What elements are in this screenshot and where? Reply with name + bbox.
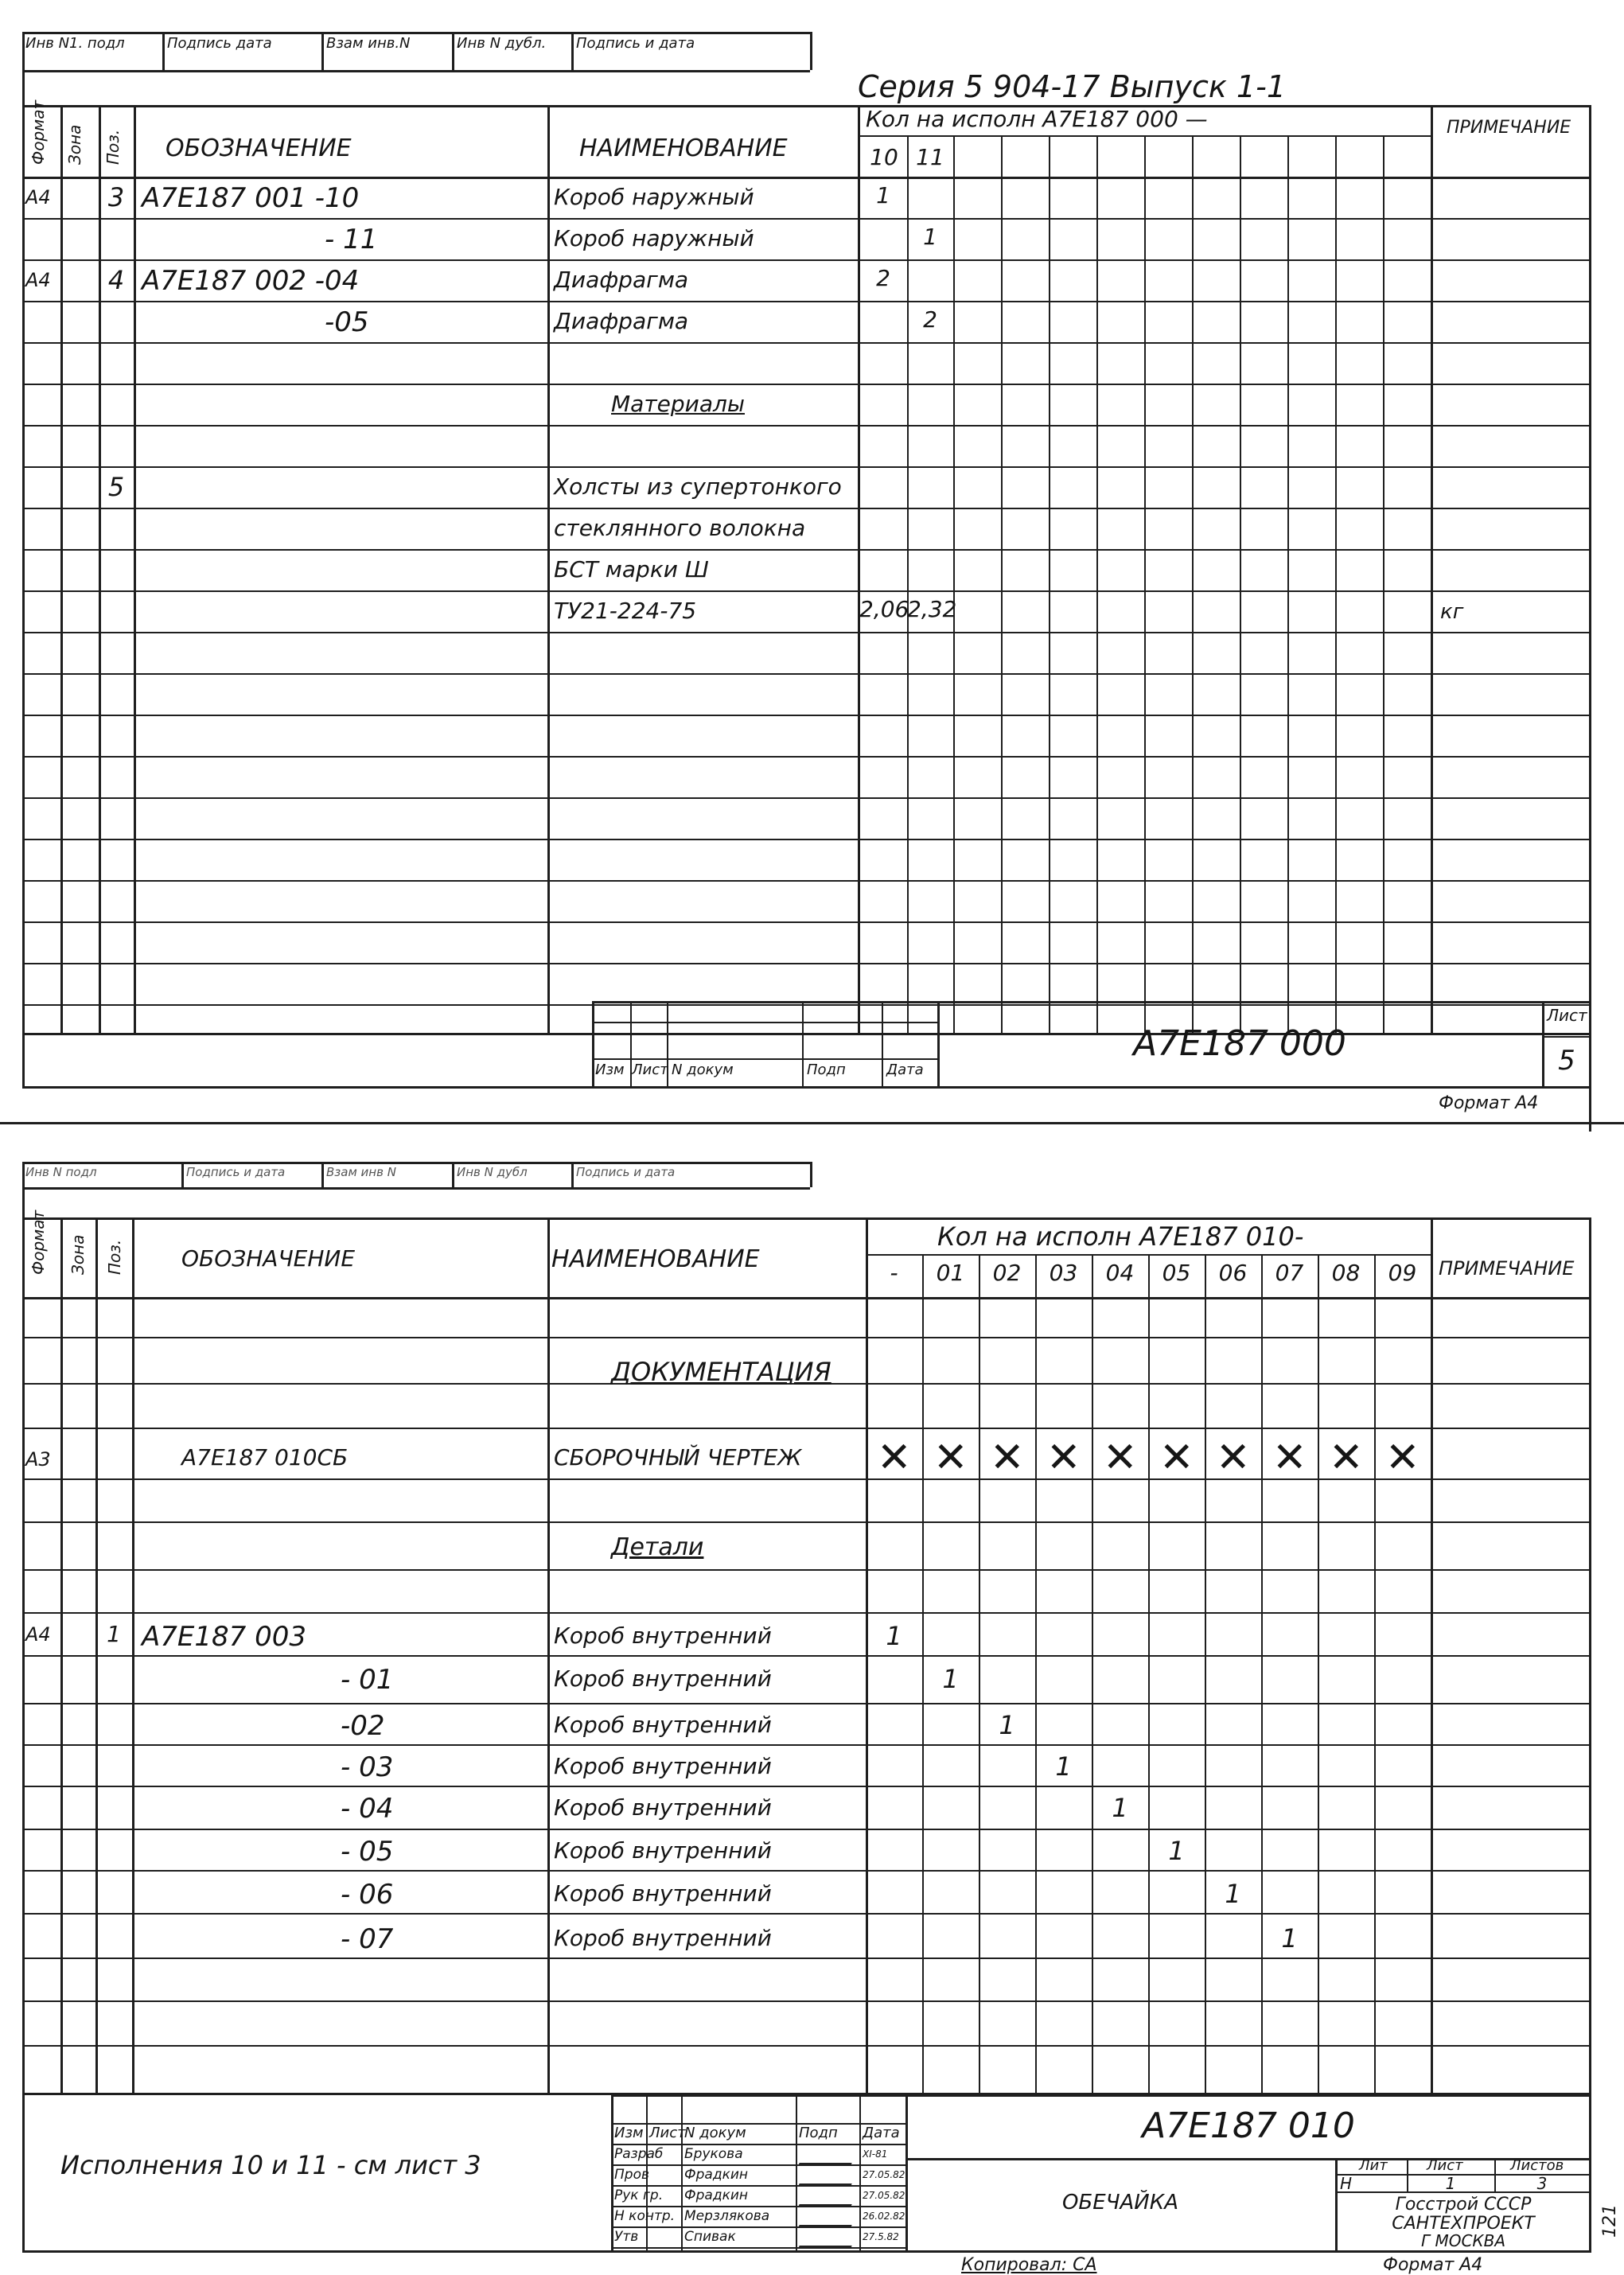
tb-col-ndokum: N докум xyxy=(672,1062,734,1078)
tb-person: Фрадкин xyxy=(684,2167,749,2183)
detail-row-name: Короб внутренний xyxy=(554,1622,772,1649)
row-line xyxy=(22,632,1591,633)
tb-line xyxy=(592,1001,594,1086)
col-pos-header: Поз. xyxy=(105,1239,124,1275)
row-line xyxy=(22,1870,1591,1872)
stamp-divider xyxy=(452,1162,454,1187)
tb-role: Рук гр. xyxy=(614,2187,664,2203)
grid-col-line xyxy=(1035,1254,1037,2093)
qty-col-10: 10 xyxy=(870,144,898,170)
grid-col-line xyxy=(1261,1254,1263,2093)
detail-row-designation: - 04 xyxy=(341,1793,394,1825)
row-line xyxy=(22,1958,1591,1959)
row-line xyxy=(22,508,1591,509)
row-line xyxy=(22,797,1591,799)
row-line xyxy=(22,1829,1591,1830)
stamp-divider xyxy=(571,1162,574,1187)
signature-scribble xyxy=(799,2233,858,2247)
frame-top xyxy=(22,105,1591,107)
row-name: ТУ21-224-75 xyxy=(554,598,697,624)
top-designation: А7Е187 000 xyxy=(1133,1023,1346,1064)
assembly-drawing-mark: ✕ xyxy=(990,1434,1025,1482)
grid-col-line xyxy=(60,105,63,1033)
row-name: БСТ марки Ш xyxy=(554,556,709,582)
stamp-divider xyxy=(452,32,454,70)
row-name: Материалы xyxy=(611,391,745,417)
detail-row-qty: 1 xyxy=(942,1664,959,1694)
detail-row-pos: 1 xyxy=(107,1621,121,1647)
row-line xyxy=(22,1569,1591,1571)
grid-col-line xyxy=(1431,105,1433,1033)
tb-person: Фрадкин xyxy=(684,2187,749,2203)
qty-header: Кол на исполн А7Е187 000 — xyxy=(866,106,1208,132)
row-name: Диафрагма xyxy=(554,267,689,293)
tb-lit-label: Лит xyxy=(1359,2157,1388,2174)
stamp-vzam-inv: Взам инв.N xyxy=(326,35,411,52)
grid-col-line xyxy=(1240,135,1241,1033)
detail-row-qty: 1 xyxy=(999,1710,1015,1740)
row-format: А4 xyxy=(25,186,51,208)
row-line xyxy=(22,301,1591,302)
row-pos: 5 xyxy=(107,472,125,502)
grid-col-line xyxy=(1096,135,1098,1033)
frame-bottom xyxy=(22,1086,1591,1089)
row-line xyxy=(22,880,1591,882)
row-line xyxy=(22,673,1591,675)
tb-role: Н контр. xyxy=(614,2208,676,2224)
tb-header-col: N докум xyxy=(684,2125,746,2141)
tb-line xyxy=(592,1058,937,1060)
row-line xyxy=(22,549,1591,551)
tb-header-col: Дата xyxy=(863,2125,900,2141)
detail-row-designation: -02 xyxy=(341,1710,385,1742)
tb-line xyxy=(1542,1036,1591,1038)
qty-col-header: 03 xyxy=(1049,1260,1078,1286)
grid-col-line xyxy=(99,105,101,1033)
row-designation: - 11 xyxy=(325,224,378,255)
tb-role: Разраб xyxy=(614,2146,664,2162)
qty-col-header: 09 xyxy=(1388,1260,1417,1286)
doc-row-designation: А7Е187 010СБ xyxy=(181,1444,349,1471)
qty-col-header: 06 xyxy=(1218,1260,1248,1286)
frame-left xyxy=(22,1162,25,2252)
tb-role: Утв xyxy=(614,2229,639,2245)
detail-row-designation: - 06 xyxy=(341,1879,394,1911)
tb-line xyxy=(611,2185,905,2187)
top-sheet-label: Лист xyxy=(1547,1006,1587,1025)
grid-col-line xyxy=(1192,135,1194,1033)
assembly-drawing-mark: ✕ xyxy=(1329,1434,1364,1482)
grid-col-line xyxy=(1001,135,1003,1033)
tb-sheet-no: 1 xyxy=(1445,2174,1456,2193)
signature-scribble xyxy=(799,2150,858,2164)
frame-left xyxy=(22,32,25,1086)
col-note-header: ПРИМЕЧАНИЕ xyxy=(1447,118,1571,138)
qty-col-header: 05 xyxy=(1162,1260,1191,1286)
col-zone-header: Зона xyxy=(68,1234,88,1275)
tb-col-podp: Подп xyxy=(807,1062,846,1078)
row-line xyxy=(22,963,1591,964)
header-bottom xyxy=(22,1297,1591,1299)
row-line xyxy=(22,1655,1591,1657)
qty-header: Кол на исполн А7Е187 010- xyxy=(937,1221,1304,1252)
grid-col-line xyxy=(1144,135,1146,1033)
grid-col-line xyxy=(1287,135,1289,1033)
grid-col-line xyxy=(1374,1254,1376,2093)
sheet-separator xyxy=(0,1122,1624,1124)
row-qty-10: 1 xyxy=(876,182,890,208)
tb-line xyxy=(905,2158,1591,2160)
grid-col-line xyxy=(858,105,860,1033)
top-sheet-number: 5 xyxy=(1558,1045,1575,1077)
item-name: ОБЕЧАЙКА xyxy=(1061,2191,1179,2215)
grid-col-line xyxy=(547,105,550,1033)
detail-row-designation: - 01 xyxy=(341,1664,394,1696)
org-line-2: САНТЕХПРОЕКТ xyxy=(1392,2214,1535,2234)
row-designation: А7Е187 002 -04 xyxy=(142,265,360,297)
bottom-designation: А7Е187 010 xyxy=(1142,2106,1355,2146)
row-line xyxy=(22,384,1591,385)
detail-row-name: Короб внутренний xyxy=(554,1794,772,1821)
row-format: А4 xyxy=(25,269,51,291)
col-designation-header: ОБОЗНАЧЕНИЕ xyxy=(166,134,352,162)
margin-number: 121 xyxy=(1600,2204,1620,2238)
detail-row-designation: - 07 xyxy=(341,1923,394,1955)
col-zone-header: Зона xyxy=(65,124,84,165)
col-name-header: НАИМЕНОВАНИЕ xyxy=(579,134,788,162)
row-name: Холсты из супертонкого xyxy=(554,473,842,500)
row-line xyxy=(22,425,1591,427)
tb-line xyxy=(611,2206,905,2207)
stamp-strip-bottom-border xyxy=(22,70,810,72)
tb-top xyxy=(592,1001,1591,1003)
grid-col-line xyxy=(1092,1254,1093,2093)
stamp-divider xyxy=(810,32,812,70)
row-line xyxy=(22,921,1591,923)
grid-col-line xyxy=(1383,135,1384,1033)
stamp-divider xyxy=(321,32,324,70)
assembly-drawing-mark: ✕ xyxy=(1046,1434,1081,1482)
tb-sheets-total: 3 xyxy=(1536,2174,1548,2193)
row-designation: А7Е187 001 -10 xyxy=(142,182,360,214)
qty-col-header: 01 xyxy=(936,1260,965,1286)
col-name-header: НАИМЕНОВАНИЕ xyxy=(551,1245,760,1273)
qty-col-header: 02 xyxy=(992,1260,1022,1286)
grid-col-line xyxy=(1335,135,1337,1033)
row-note: кг xyxy=(1440,600,1464,624)
row-qty-11: 1 xyxy=(923,224,937,250)
grid-col-line xyxy=(1148,1254,1150,2093)
tb-date: 27.5.82 xyxy=(863,2231,899,2242)
row-qty-11: 2,32 xyxy=(907,596,957,622)
stamp-strip-top-border xyxy=(22,32,810,34)
tb-date: 26.02.82 xyxy=(863,2211,905,2222)
qty-col-header: 07 xyxy=(1275,1260,1304,1286)
row-name: Короб наружный xyxy=(554,225,754,251)
row-line xyxy=(22,218,1591,220)
detail-row-qty: 1 xyxy=(1055,1751,1072,1782)
org-line-3: Г МОСКВА xyxy=(1420,2231,1506,2250)
row-line xyxy=(22,756,1591,758)
stamp-signature-date-2: Подпись и дата xyxy=(576,35,695,52)
detail-row-name: Короб внутренний xyxy=(554,1753,772,1779)
col-note-header: ПРИМЕЧАНИЕ xyxy=(1439,1257,1575,1280)
col-pos-header: Поз. xyxy=(103,129,123,165)
row-line xyxy=(22,1521,1591,1523)
row-designation: -05 xyxy=(325,306,369,338)
row-name: Диафрагма xyxy=(554,308,689,334)
row-line xyxy=(22,2045,1591,2047)
assembly-drawing-mark: ✕ xyxy=(877,1434,912,1482)
frame-right xyxy=(1589,1217,1591,2252)
tb-line xyxy=(611,2144,905,2145)
tb-header-col: Изм xyxy=(614,2125,644,2141)
detail-row-format: А4 xyxy=(25,1623,51,1646)
frame-bottom xyxy=(22,2250,1591,2253)
stamp-vzam-inv: Взам инв N xyxy=(326,1165,396,1179)
tb-sheet-label: Лист xyxy=(1427,2157,1463,2174)
tb-lit-value: Н xyxy=(1340,2174,1353,2193)
tb-line xyxy=(611,2247,905,2249)
stamp-inv-dubl: Инв N дубл. xyxy=(457,35,547,52)
col-format-header: Формат xyxy=(29,1210,48,1275)
row-qty-11: 2 xyxy=(923,306,937,333)
tb-col-list: Лист xyxy=(632,1062,668,1078)
stamp-divider xyxy=(181,1162,184,1187)
grid-col-line xyxy=(134,105,136,1033)
detail-row-designation: - 05 xyxy=(341,1836,394,1868)
detail-row-designation: - 03 xyxy=(341,1751,394,1783)
copied-by: Копировал: СА xyxy=(961,2255,1097,2275)
tb-line xyxy=(882,1001,883,1086)
bottom-spec-sheet xyxy=(22,1154,1620,2275)
signature-scribble xyxy=(799,2212,858,2226)
row-line xyxy=(22,1703,1591,1704)
grid-col-line xyxy=(1318,1254,1319,2093)
row-line xyxy=(22,1004,1591,1006)
row-name: Короб наружный xyxy=(554,184,754,210)
assembly-drawing-mark: ✕ xyxy=(1159,1434,1194,1482)
row-line xyxy=(22,1913,1591,1915)
detail-row-name: Короб внутренний xyxy=(554,1925,772,1951)
tb-line xyxy=(611,2226,905,2228)
tb-person: Брукова xyxy=(684,2146,743,2162)
detail-row-qty: 1 xyxy=(1225,1879,1241,1909)
stamp-signature-date: Подпись дата xyxy=(167,35,272,52)
row-qty-10: 2 xyxy=(876,265,890,291)
tb-top xyxy=(611,2094,1591,2097)
tb-header-col: Подп xyxy=(799,2125,838,2141)
tb-line xyxy=(802,1001,804,1086)
bottom-format: Формат А4 xyxy=(1383,2255,1483,2275)
assembly-drawing-mark: ✕ xyxy=(933,1434,968,1482)
detail-row-name: Короб внутренний xyxy=(554,1665,772,1692)
section-details: Детали xyxy=(611,1533,704,1561)
tb-line xyxy=(592,1022,937,1023)
assembly-drawing-mark: ✕ xyxy=(1385,1434,1420,1482)
top-spec-sheet xyxy=(22,32,1591,1113)
remark-executions: Исполнения 10 и 11 - см лист 3 xyxy=(60,2150,481,2180)
row-line xyxy=(22,590,1591,592)
doc-row-format: А3 xyxy=(25,1448,51,1471)
tb-role: Пров xyxy=(614,2167,649,2183)
grid-col-line xyxy=(953,135,955,1033)
row-line xyxy=(22,466,1591,468)
col-designation-header: ОБОЗНАЧЕНИЕ xyxy=(181,1245,356,1272)
row-pos: 4 xyxy=(107,265,125,295)
stamp-signature-date: Подпись и дата xyxy=(186,1165,286,1179)
stamp-divider xyxy=(810,1162,812,1187)
stamp-inv-podl: Инв N подл xyxy=(25,1165,97,1179)
row-line xyxy=(22,1786,1591,1787)
signature-scribble xyxy=(799,2191,858,2206)
row-line xyxy=(22,1744,1591,1746)
stamp-inv-podl: Инв N1. подл xyxy=(25,35,125,52)
assembly-drawing-mark: ✕ xyxy=(1103,1434,1138,1482)
tb-line xyxy=(1335,2191,1591,2193)
detail-row-name: Короб внутренний xyxy=(554,1880,772,1907)
assembly-drawing-mark: ✕ xyxy=(1216,1434,1251,1482)
detail-row-designation: А7Е187 003 xyxy=(142,1621,306,1653)
header-bottom xyxy=(22,177,1591,179)
tb-col-data: Дата xyxy=(886,1062,924,1078)
row-line xyxy=(22,2000,1591,2002)
tb-date: 27.05.82 xyxy=(863,2190,905,2201)
stamp-divider xyxy=(571,32,574,70)
tb-line xyxy=(611,2164,905,2166)
tb-person: Спивак xyxy=(684,2229,736,2245)
signature-scribble xyxy=(799,2171,858,2185)
stamp-signature-date-2: Подпись и дата xyxy=(576,1165,676,1179)
detail-row-qty: 1 xyxy=(886,1621,902,1651)
tb-person: Мерзлякова xyxy=(684,2208,770,2224)
row-name: стеклянного волокна xyxy=(554,515,806,541)
row-qty-10: 2,06 xyxy=(859,596,909,622)
grid-col-line xyxy=(1049,135,1050,1033)
qty-col-11: 11 xyxy=(916,144,944,170)
frame-top xyxy=(22,1217,1591,1220)
row-line xyxy=(22,259,1591,261)
stamp-divider xyxy=(321,1162,324,1187)
qty-col-header: 04 xyxy=(1105,1260,1135,1286)
tb-col-izm: Изм xyxy=(595,1062,625,1078)
org-line-1: Госстрой СССР xyxy=(1395,2195,1532,2215)
row-line xyxy=(22,839,1591,840)
row-line xyxy=(22,715,1591,716)
grid-col-line xyxy=(1205,1254,1206,2093)
stamp-strip-top-border xyxy=(22,1162,810,1164)
tb-date: XI-81 xyxy=(863,2148,888,2160)
grid-col-line xyxy=(979,1254,980,2093)
col-format-header: Формат xyxy=(29,99,48,165)
stamp-divider xyxy=(162,32,165,70)
grid-col-line xyxy=(907,135,909,1033)
detail-row-qty: 1 xyxy=(1168,1836,1185,1866)
row-line xyxy=(22,1337,1591,1338)
row-pos: 3 xyxy=(107,182,125,212)
tb-date: 27.05.82 xyxy=(863,2169,905,2180)
row-line xyxy=(22,342,1591,344)
qty-col-header: 08 xyxy=(1331,1260,1361,1286)
assembly-drawing-mark: ✕ xyxy=(1272,1434,1307,1482)
section-documentation: ДОКУМЕНТАЦИЯ xyxy=(611,1357,831,1387)
row-line xyxy=(22,1428,1591,1429)
tb-sheets-label: Листов xyxy=(1510,2157,1564,2174)
detail-row-name: Короб внутренний xyxy=(554,1837,772,1864)
stamp-strip-bottom-border xyxy=(22,1187,810,1190)
stamp-inv-dubl: Инв N дубл xyxy=(457,1165,528,1179)
detail-row-qty: 1 xyxy=(1281,1923,1298,1954)
row-line xyxy=(22,1612,1591,1614)
top-format: Формат А4 xyxy=(1439,1093,1539,1113)
tb-header-col: Лист xyxy=(649,2125,686,2141)
detail-row-qty: 1 xyxy=(1112,1793,1128,1823)
qty-col-header: - xyxy=(890,1260,898,1286)
doc-row-name: СБОРОЧНЫЙ ЧЕРТЕЖ xyxy=(554,1444,802,1471)
series-label: Серия 5 904-17 Выпуск 1-1 xyxy=(858,69,1286,104)
detail-row-name: Короб внутренний xyxy=(554,1712,772,1738)
